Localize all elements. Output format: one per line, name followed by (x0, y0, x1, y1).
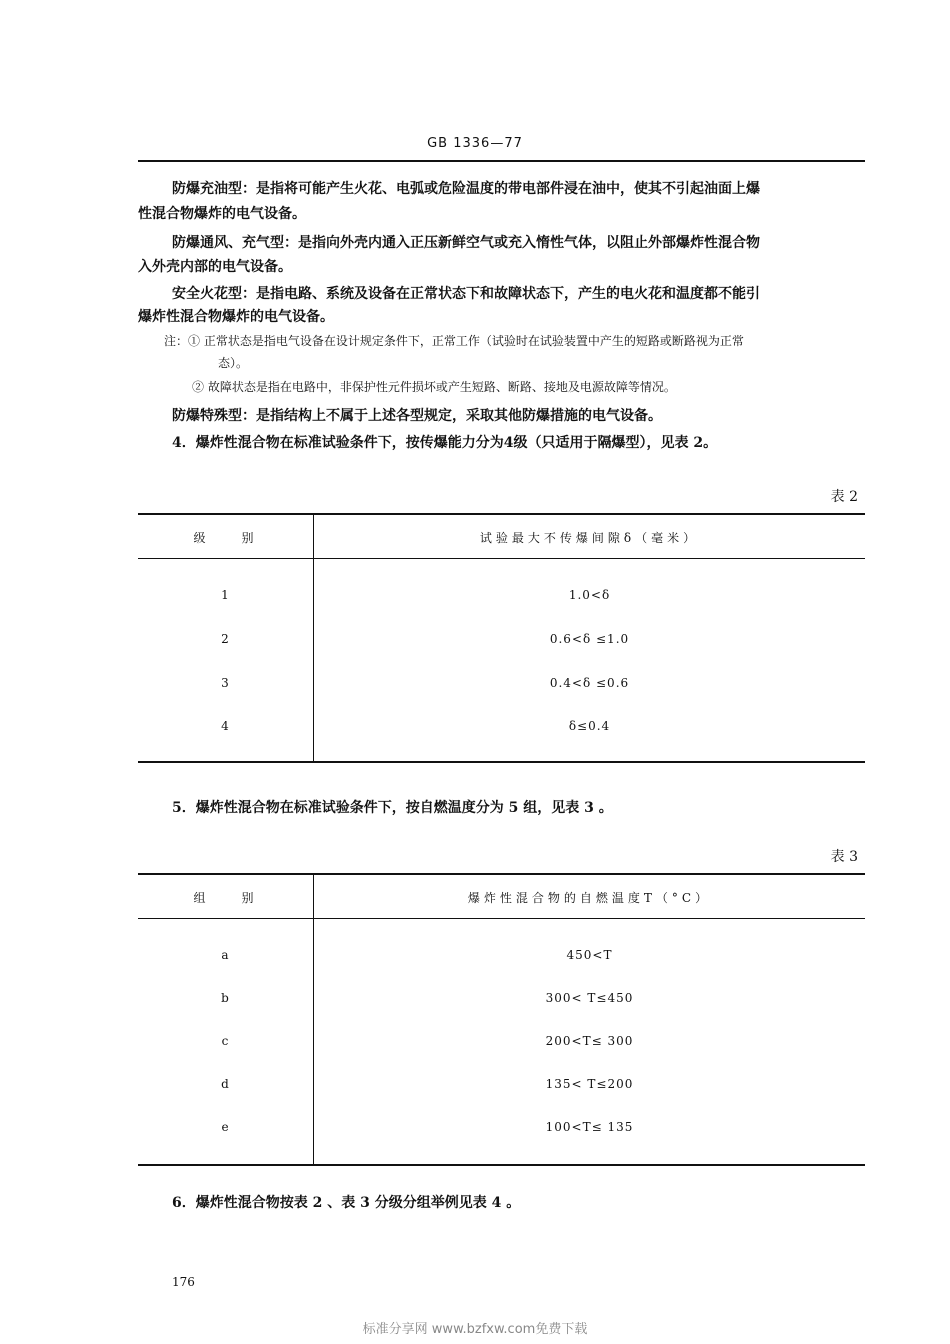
table3-header-temp: 爆炸性混合物的自燃温度T（°C） (467, 891, 712, 905)
header-rule (138, 160, 865, 162)
table2-top-rule (138, 513, 865, 515)
table-cell: e (221, 1120, 230, 1134)
table-cell: 450<T (566, 948, 613, 962)
table-cell: a (221, 948, 230, 962)
table3-header-group: 组 别 (193, 891, 258, 905)
table-cell: b (221, 991, 230, 1005)
note-1: 注：① 正常状态是指电气设备在设计规定条件下，正常工作（试验时在试验装置中产生的短路或断路视为正常 (164, 334, 744, 348)
table-cell: 300< T≤450 (545, 991, 634, 1005)
paragraph-special-type: 防爆特殊型：是指结构上不属于上述各型规定，采取其他防爆措施的电气设备。 (172, 408, 662, 424)
table-cell: 1.0<δ (568, 588, 611, 602)
item-4: 4．爆炸性混合物在标准试验条件下，按传爆能力分为4级（只适用于隔爆型），见表 2。 (172, 435, 718, 451)
table-cell: 3 (221, 676, 230, 690)
paragraph-safe-spark-type: 安全火花型：是指电路、系统及设备在正常状态下和故障状态下，产生的电火花和温度都不能引 (172, 286, 760, 302)
paragraph-ventilation-type-cont: 入外壳内部的电气设备。 (138, 259, 292, 275)
table-cell: 0.4<δ ≤0.6 (549, 676, 630, 690)
table-cell: c (221, 1034, 230, 1048)
table3-bottom-rule (138, 1164, 865, 1166)
table3-header-rule (138, 918, 865, 919)
paragraph-safe-spark-type-cont: 爆炸性混合物爆炸的电气设备。 (138, 309, 334, 325)
table2-header-gap: 试验最大不传爆间隙δ（毫米） (479, 531, 700, 545)
table2-header-grade: 级 别 (193, 531, 258, 545)
table-cell: d (221, 1077, 230, 1091)
watermark: 标准分享网 www.bzfxw.com免费下载 (362, 1322, 588, 1337)
table-cell: 2 (221, 632, 230, 646)
table2-bottom-rule (138, 761, 865, 763)
table-2 (138, 513, 865, 765)
paragraph-ventilation-type: 防爆通风、充气型：是指向外壳内通入正压新鲜空气或充入惰性气体，以阻止外部爆炸性混合物 (172, 235, 760, 251)
note-2: ② 故障状态是指在电路中，非保护性元件损坏或产生短路、断路、接地及电源故障等情况。 (192, 380, 676, 394)
table-cell: 135< T≤200 (545, 1077, 634, 1091)
table-cell: 4 (221, 719, 230, 733)
table-cell: 200<T≤ 300 (545, 1034, 634, 1048)
table2-label: 表 2 (830, 489, 858, 505)
table-3 (138, 873, 865, 1168)
page-header: GB 1336—77 (427, 136, 523, 151)
paragraph-oil-type: 防爆充油型：是指将可能产生火花、电弧或危险温度的带电部件浸在油中，使其不引起油面上爆 (172, 181, 760, 197)
table2-header-rule (138, 558, 865, 559)
table3-label: 表 3 (830, 849, 858, 865)
table3-top-rule (138, 873, 865, 875)
page-number: 176 (172, 1275, 195, 1289)
note-1-cont: 态）。 (218, 356, 249, 370)
table-cell: δ≤0.4 (568, 719, 611, 733)
table-cell: 100<T≤ 135 (545, 1120, 634, 1134)
paragraph-oil-type-cont: 性混合物爆炸的电气设备。 (138, 206, 306, 222)
item-5: 5．爆炸性混合物在标准试验条件下，按自燃温度分为 5 组，见表 3 。 (172, 800, 613, 816)
item-6: 6．爆炸性混合物按表 2 、表 3 分级分组举例见表 4 。 (172, 1195, 521, 1211)
table-cell: 1 (221, 588, 230, 602)
table-cell: 0.6<δ ≤1.0 (549, 632, 630, 646)
